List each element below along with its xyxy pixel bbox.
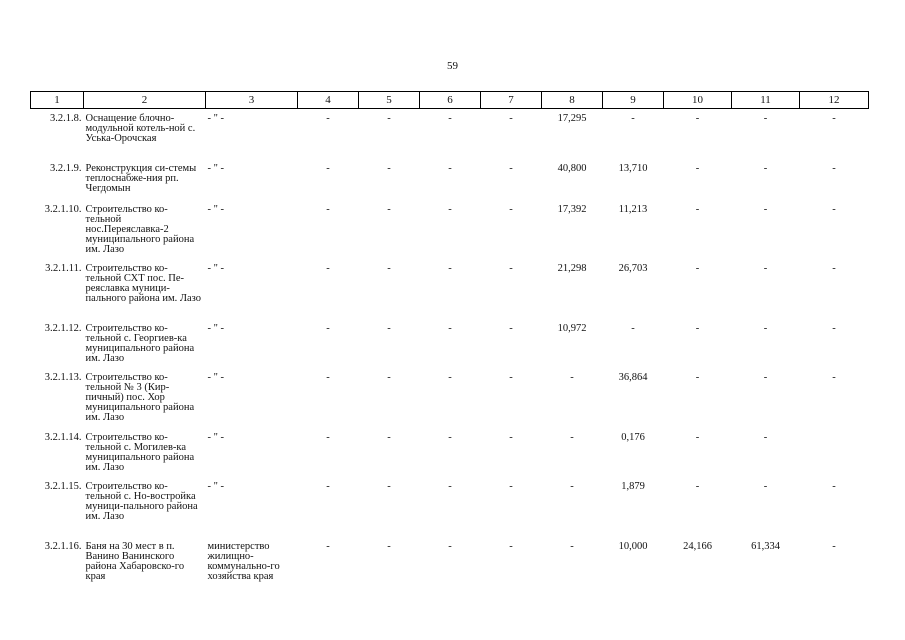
table-row — [31, 259, 869, 319]
table-row — [31, 477, 869, 537]
item-executor: министерство жилищно-коммунально-го хозяйства края — [207, 541, 280, 582]
item-number: 3.2.1.9. — [50, 163, 82, 174]
cell-col5: - — [387, 481, 391, 492]
item-name: Строительство ко-тельной нос.Переяславка-2 муниципального района им. Лазо — [85, 204, 195, 255]
cell-col8: 17,295 — [557, 113, 587, 124]
cell-col4: - — [326, 113, 330, 124]
cell-col7: - — [509, 432, 513, 443]
cell-col12: - — [832, 204, 836, 215]
cell-col6: - — [448, 204, 452, 215]
cell-col10: - — [695, 163, 700, 174]
item-number: 3.2.1.15. — [44, 481, 82, 492]
item-name: Оснащение блочно-модульной котель-ной с. Уська-Орочская — [85, 113, 196, 144]
cell-col8: - — [570, 541, 574, 552]
col-header: 6 — [420, 92, 481, 109]
table-row — [31, 159, 869, 200]
cell-col8: 40,800 — [557, 163, 587, 174]
cell-col10: - — [695, 204, 700, 215]
cell-col7: - — [509, 372, 513, 383]
cell-col9: 1,879 — [621, 481, 645, 492]
table-row — [31, 368, 869, 428]
item-name: Строительство ко-тельной № 3 (Кир-пичный) пос. Хор муниципального района им. Лазо — [85, 372, 195, 423]
col-header: 10 — [664, 92, 732, 109]
cell-col10: - — [695, 432, 700, 443]
cell-col4: - — [326, 541, 330, 552]
cell-col5: - — [387, 432, 391, 443]
item-name: Строительство ко-тельной СХТ пос. Пе-реяславка муници-пального района им. Лазо — [85, 263, 202, 304]
cell-col11: - — [763, 372, 768, 383]
item-number: 3.2.1.10. — [44, 204, 82, 215]
cell-col11: - — [763, 323, 768, 334]
cell-col11: - — [763, 432, 768, 443]
cell-col5: - — [387, 204, 391, 215]
cell-col7: - — [509, 263, 513, 274]
cell-col6: - — [448, 323, 452, 334]
cell-col12: - — [832, 372, 836, 383]
item-executor: - " - — [207, 113, 225, 124]
cell-col7: - — [509, 541, 513, 552]
cell-col8: 10,972 — [557, 323, 587, 334]
col-header: 7 — [481, 92, 542, 109]
cell-col8: - — [570, 432, 574, 443]
cell-col6: - — [448, 163, 452, 174]
header-row — [31, 92, 869, 109]
cell-col8: 17,392 — [557, 204, 587, 215]
table-row — [31, 428, 869, 477]
cell-col7: - — [509, 481, 513, 492]
item-number: 3.2.1.8. — [50, 113, 82, 124]
cell-col6: - — [448, 432, 452, 443]
cell-col11: - — [763, 113, 768, 124]
cell-col10: - — [695, 372, 700, 383]
cell-col10: - — [695, 323, 700, 334]
item-executor: - " - — [207, 163, 225, 174]
item-name: Баня на 30 мест в п. Ванино Ванинского района Хабаровско-го края — [85, 541, 185, 582]
cell-col9: 10,000 — [618, 541, 648, 552]
cell-col9: - — [631, 323, 635, 334]
cell-col9: 11,213 — [618, 204, 648, 215]
cell-col8: - — [570, 481, 574, 492]
col-header: 12 — [800, 92, 869, 109]
cell-col5: - — [387, 113, 391, 124]
cell-col4: - — [326, 432, 330, 443]
cell-col5: - — [387, 323, 391, 334]
table-row — [31, 109, 869, 160]
item-executor: - " - — [207, 263, 225, 274]
cell-col4: - — [326, 372, 330, 383]
cell-col12: - — [832, 113, 836, 124]
cell-col10: 24,166 — [683, 541, 712, 552]
cell-col5: - — [387, 163, 391, 174]
cell-col6: - — [448, 481, 452, 492]
col-header: 1 — [31, 92, 84, 109]
table-row — [31, 200, 869, 259]
item-number: 3.2.1.16. — [44, 541, 82, 552]
item-number: 3.2.1.13. — [44, 372, 82, 383]
cell-col7: - — [509, 113, 513, 124]
item-name: Строительство ко-тельной с. Могилев-ка муниципального района им. Лазо — [85, 432, 195, 473]
cell-col8: - — [570, 372, 574, 383]
cell-col12: - — [832, 163, 836, 174]
cell-col12: - — [832, 541, 836, 552]
cell-col10: - — [695, 113, 700, 124]
cell-col4: - — [326, 163, 330, 174]
cell-col4: - — [326, 481, 330, 492]
cell-col9: 13,710 — [618, 163, 648, 174]
cell-col11: - — [763, 263, 768, 274]
item-number: 3.2.1.12. — [44, 323, 82, 334]
item-name: Строительство ко-тельной с. Но-востройка муници-пального района им. Лазо — [85, 481, 198, 522]
cell-col7: - — [509, 323, 513, 334]
cell-col6: - — [448, 263, 452, 274]
cell-col5: - — [387, 372, 391, 383]
item-number: 3.2.1.11. — [45, 263, 82, 274]
cell-col12: - — [832, 323, 836, 334]
item-executor: - " - — [207, 204, 225, 215]
col-header: 11 — [732, 92, 800, 109]
cell-col11: - — [763, 163, 768, 174]
cell-col11: - — [763, 204, 768, 215]
col-header: 2 — [84, 92, 206, 109]
col-header: 3 — [206, 92, 298, 109]
cell-col10: - — [695, 481, 700, 492]
col-header: 8 — [542, 92, 603, 109]
cell-col4: - — [326, 204, 330, 215]
item-name: Реконструкция си-стемы теплоснабже-ния рп. Чегдомын — [85, 163, 197, 194]
cell-col9: 26,703 — [618, 263, 648, 274]
cell-col5: - — [387, 541, 391, 552]
cell-col12: - — [832, 481, 836, 492]
table-row — [31, 537, 869, 598]
col-header: 9 — [603, 92, 664, 109]
item-executor: - " - — [207, 323, 225, 334]
cell-col4: - — [326, 323, 330, 334]
cell-col7: - — [509, 204, 513, 215]
item-number: 3.2.1.14. — [44, 432, 82, 443]
cell-col9: 36,864 — [618, 372, 648, 383]
cell-col4: - — [326, 263, 330, 274]
table-row — [31, 319, 869, 368]
cell-col12 — [800, 428, 869, 477]
cell-col8: 21,298 — [557, 263, 587, 274]
cell-col11: 61,334 — [751, 541, 780, 552]
item-executor: - " - — [207, 432, 225, 443]
cell-col11: - — [763, 481, 768, 492]
program-table — [30, 91, 869, 598]
item-name: Строительство ко-тельной с. Георгиев-ка муниципального района им. Лазо — [85, 323, 195, 364]
cell-col6: - — [448, 113, 452, 124]
item-executor: - " - — [207, 481, 225, 492]
item-executor: - " - — [207, 372, 225, 383]
page-number: 59 — [447, 60, 458, 72]
cell-col9: 0,176 — [621, 432, 645, 443]
col-header: 4 — [298, 92, 359, 109]
cell-col7: - — [509, 163, 513, 174]
cell-col9: - — [631, 113, 635, 124]
cell-col5: - — [387, 263, 391, 274]
cell-col6: - — [448, 541, 452, 552]
cell-col6: - — [448, 372, 452, 383]
col-header: 5 — [359, 92, 420, 109]
cell-col10: - — [695, 263, 700, 274]
cell-col12: - — [832, 263, 836, 274]
